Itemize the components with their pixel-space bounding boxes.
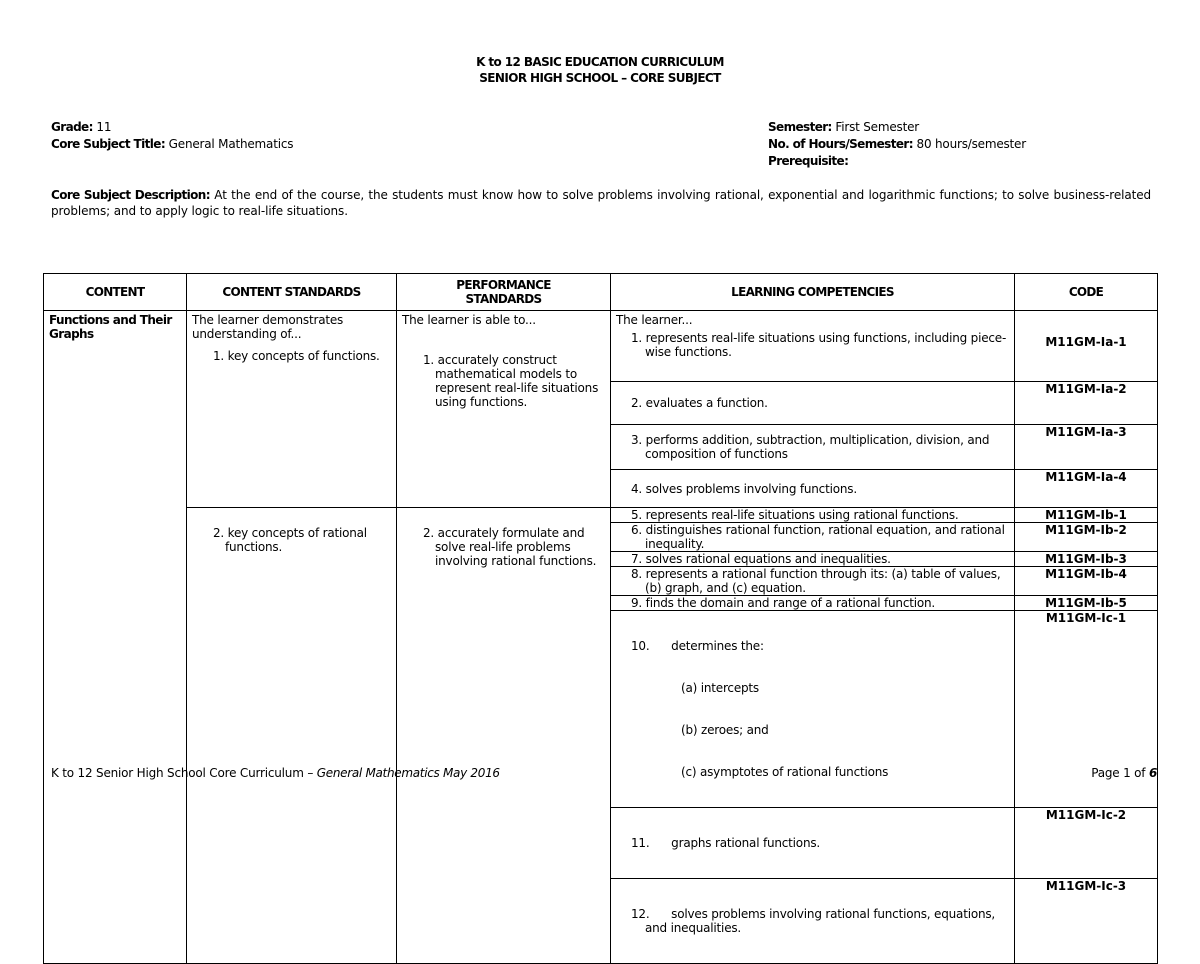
code-cell-12: M11GM-Ic-3 [1015,879,1158,964]
footer-curriculum-label: K to 12 Senior High School Core Curriculum – [51,766,317,780]
code-cell-3: M11GM-Ia-3 [1015,425,1158,470]
table-row [44,508,1158,523]
lc-item-2: 2. evaluates a function. [631,396,768,410]
lc-item-6: 6. distinguishes rational function, rational equation, and rational inequality. [631,523,1005,551]
lc-cell-7 [611,552,1015,567]
lc-item-10: 10. determines the: [631,639,764,653]
code-cell-7: M11GM-Ib-3 [1015,552,1158,567]
header-content-standards: CONTENT STANDARDS [187,274,397,311]
lc-cell-1 [611,329,1015,382]
ps-item-2: 2. accurately formulate and solve real-life problems involving rational functions. [423,526,597,568]
code-blank-cell [1015,311,1158,330]
performance-standards-cell-2 [397,508,611,964]
lc-item-11: 11. graphs rational functions. [631,836,821,850]
lc-sub-item-a: (a) intercepts [681,681,759,695]
lc-item-4: 4. solves problems involving functions. [631,481,857,496]
header-code: CODE [1015,274,1158,311]
content-cell [44,311,187,964]
grade-line [51,119,111,135]
cs-item-2: 2. key concepts of rational functions. [213,526,367,554]
lc-item-9: 9. finds the domain and range of a rational function. [631,596,936,610]
subject-title-label: Core Subject Title: [51,137,166,151]
lc-item-12: 12. solves problems involving rational functions, equations, and inequalities. [631,907,999,935]
table-row [44,311,1158,330]
lc-item-8: 8. represents a rational function through its: (a) table of values, (b) graph, and (c) equation. [631,567,1001,595]
grade-label: Grade: [51,120,93,134]
code-cell-1: M11GM-Ia-1 [1015,329,1158,382]
code-cell-9: M11GM-Ib-5 [1015,596,1158,611]
lc-intro-cell [611,311,1015,330]
code-cell-10: M11GM-Ic-1 [1015,611,1158,808]
document-title-line2: SENIOR HIGH SCHOOL – CORE SUBJECT [479,71,721,85]
content-standards-cell-2 [187,508,397,964]
prerequisite-line [768,153,848,169]
page-label: Page 1 of [1091,766,1149,780]
lc-sub-item-b: (b) zeroes; and [681,723,769,737]
cs-intro: The learner demonstrates understanding of... [192,313,344,341]
lc-intro: The learner... [616,313,693,327]
lc-cell-12 [611,879,1015,964]
header-content: CONTENT [44,274,187,311]
footer-page-number [1091,766,1157,780]
ps-intro: The learner is able to... [402,313,536,327]
lc-item-5: 5. represents real-life situations using rational functions. [631,508,959,522]
lc-cell-8 [611,567,1015,596]
content-topic: Functions and Their Graphs [49,313,172,341]
code-cell-8: M11GM-Ib-4 [1015,567,1158,596]
content-standards-cell-1 [187,311,397,508]
header-learning-competencies: LEARNING COMPETENCIES [611,274,1015,311]
semester-value: First Semester [835,120,920,134]
curriculum-table [43,273,1158,964]
code-cell-4: M11GM-Ia-4 [1015,470,1158,508]
lc-sub-item-c: (c) asymptotes of rational functions [681,765,889,779]
lc-cell-3 [611,425,1015,470]
code-cell-5: M11GM-Ib-1 [1015,508,1158,523]
lc-cell-5 [611,508,1015,523]
lc-cell-2 [611,382,1015,425]
code-cell-2: M11GM-Ia-2 [1015,382,1158,425]
lc-cell-10 [611,611,1015,808]
hours-label: No. of Hours/Semester: [768,137,913,151]
page-total: 6 [1148,766,1157,780]
performance-standards-cell-1 [397,311,611,508]
lc-cell-11 [611,808,1015,879]
subject-title-line [51,136,293,152]
hours-value: 80 hours/semester [916,137,1026,151]
footer-left [51,766,500,780]
grade-value: 11 [96,120,112,134]
lc-item-3: 3. performs addition, subtraction, multiplication, division, and composition of functions [631,433,990,461]
semester-label: Semester: [768,120,832,134]
table-header-row [44,274,1158,311]
prerequisite-label: Prerequisite: [768,154,849,168]
hours-line [768,136,1026,152]
subject-title-value: General Mathematics [168,137,294,151]
lc-item-7: 7. solves rational equations and inequalities. [631,552,891,566]
cs-item-1: 1. key concepts of functions. [213,349,380,363]
code-cell-6: M11GM-Ib-2 [1015,523,1158,552]
lc-cell-6 [611,523,1015,552]
lc-item-1: 1. represents real-life situations using functions, including piece-wise functions. [631,331,1007,359]
footer-subject-date: General Mathematics May 2016 [316,766,500,780]
header-performance-standards: PERFORMANCE STANDARDS [397,274,611,311]
lc-cell-9 [611,596,1015,611]
ps-item-1: 1. accurately construct mathematical models to represent real-life situations using functions. [423,353,599,409]
subject-description [51,187,1151,219]
lc-cell-4 [611,470,1015,508]
description-text: At the end of the course, the students must know how to solve problems involving rational, exponential and logarithmic functions; to solve business-related problems; and to apply logic to real-life situations. [51,188,1152,218]
semester-line [768,119,919,135]
code-cell-11: M11GM-Ic-2 [1015,808,1158,879]
document-title-line1: K to 12 BASIC EDUCATION CURRICULUM [476,55,724,69]
description-label: Core Subject Description: [51,188,210,202]
